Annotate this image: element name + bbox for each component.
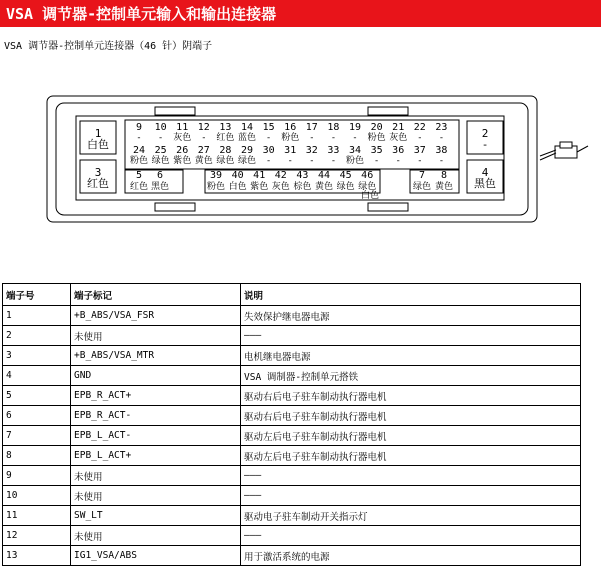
pin-wire-color: 绿色 [358,182,377,192]
pin-number: 35 [370,145,383,156]
description-cell: 驱动左后电子驻车制动执行器电机 [241,446,581,466]
pin-wire-color: 白色 [87,138,109,151]
pin-number: 4 [481,166,489,179]
pin-wire-color: 红色 [87,177,109,190]
pin-mark-cell: EPB_L_ACT- [71,426,241,446]
description-cell: 驱动右后电子驻车制动执行器电机 [241,406,581,426]
description-cell: 驱动右后电子驻车制动执行器电机 [241,386,581,406]
pin-wire-color: 紫色 [173,156,192,166]
pin-number-cell: 9 [3,466,71,486]
pin-mark-cell: EPB_R_ACT- [71,406,241,426]
pin-wire-color: 绿色 [336,182,355,192]
table-row [3,426,581,446]
pin-number-cell: 7 [3,426,71,446]
pin-number: 10 [154,122,167,133]
pin-wire-color: 绿色 [412,182,432,192]
pin-number: 11 [176,122,189,133]
pin-wire-color: - [330,156,337,166]
pin-number-cell: 10 [3,486,71,506]
pin-number-cell: 12 [3,526,71,546]
pin-wire-color: 黄色 [314,182,334,192]
pin-number: 45 [339,170,352,181]
pin-wire-color: - [438,156,445,166]
pin-number: 3 [94,166,102,179]
pin-number: 36 [392,145,405,156]
pin-number: 41 [253,170,266,181]
pin-wire-color: 绿色 [237,156,257,166]
table-row [3,306,581,326]
pin-mark-cell: 未使用 [71,486,241,506]
pin-number: 1 [94,127,102,140]
table-row [3,326,581,346]
pin-number: 18 [327,122,340,133]
pin-wire-color: 绿色 [151,156,170,166]
table-header-row [3,284,581,306]
table-row [3,486,581,506]
plug-icon [540,142,588,160]
pin-wire-color: - [309,156,315,166]
description-cell: ——— [241,466,581,486]
pin-wire-color: 红色 [216,133,235,143]
table-row [3,526,581,546]
pin-wire-color: - [373,156,380,166]
pin-number: 19 [348,122,362,133]
pin-wire-color: 黑色 [150,182,170,192]
pin-wire-color: - [309,133,315,143]
pin-number-cell: 11 [3,506,71,526]
pin-wire-color: 棕色 [293,182,312,192]
pin-number: 5 [135,170,143,181]
pin-wire-color: - [330,133,337,143]
table-row [3,406,581,426]
table-row [3,506,581,526]
pin-number: 8 [440,170,448,181]
pin-number: 20 [370,122,383,133]
pin-mark-cell: 未使用 [71,526,241,546]
title-bar [0,0,601,27]
column-header: 端子号 [3,284,71,306]
pin-wire-color: - [136,133,142,143]
pin-wire-color: 灰色 [389,133,408,143]
pin-wire-color: 蓝色 [237,133,257,143]
table-row [3,466,581,486]
pin-wire-color: - [265,156,272,166]
pin-number-cell: 6 [3,406,71,426]
pin-number: 33 [327,145,340,156]
description-cell: VSA 调制器-控制单元搭铁 [241,366,581,386]
pin-number: 22 [413,122,426,133]
pin-wire-color: 白色 [228,182,247,192]
description-cell: 驱动左后电子驻车制动执行器电机 [241,426,581,446]
pin-number: 40 [231,170,244,181]
pin-wire-color: - [481,138,489,151]
pin-wire-color: - [352,133,358,143]
pin-number: 9 [135,122,143,133]
pin-number: 32 [305,145,318,156]
description-cell: ——— [241,526,581,546]
pin-wire-color: - [395,156,401,166]
table-row [3,386,581,406]
connector-drawing [0,90,601,230]
pin-wire-color-extra: 白色 [360,191,380,201]
pin-wire-color: 绿色 [216,156,235,166]
pin-wire-color: 黑色 [474,177,496,190]
pin-number: 44 [317,170,331,181]
pin-number: 6 [156,170,164,181]
description-cell: 失效保护继电器电源 [241,306,581,326]
pin-mark-cell: IG1_VSA/ABS [71,546,241,566]
table-row [3,366,581,386]
pin-wire-color: 粉色 [206,182,226,192]
pin-number: 17 [305,122,318,133]
pin-number-cell: 3 [3,346,71,366]
pin-number: 2 [481,127,489,140]
pin-number: 13 [219,122,232,133]
pin-number: 25 [154,145,167,156]
pin-wire-color: 黄色 [434,182,454,192]
pin-wire-color: 灰色 [271,182,290,192]
pin-wire-color: 粉色 [367,133,386,143]
pin-wire-color: 粉色 [281,133,300,143]
column-header: 说明 [241,284,581,306]
pin-number: 38 [435,145,448,156]
column-header: 端子标记 [71,284,241,306]
page-title: VSA 调节器-控制单元输入和输出连接器 [6,5,277,23]
pin-mark-cell: +B_ABS/VSA_MTR [71,346,241,366]
pin-number: 27 [197,145,210,156]
description-cell: 电机继电器电源 [241,346,581,366]
pin-number: 29 [240,145,254,156]
pin-wire-color: - [201,133,207,143]
pin-wire-color: - [265,133,272,143]
pin-number: 42 [274,170,287,181]
pin-number: 12 [197,122,210,133]
pin-number: 26 [176,145,189,156]
table-row [3,546,581,566]
pin-number: 16 [284,122,297,133]
pin-wire-color: - [438,133,445,143]
pin-number: 46 [361,170,374,181]
pin-number-cell: 1 [3,306,71,326]
pin-number: 28 [219,145,232,156]
pin-number: 31 [284,145,297,156]
pin-mark-cell: EPB_L_ACT+ [71,446,241,466]
pin-wire-color: 灰色 [173,133,192,143]
pin-wire-color: 红色 [129,182,149,192]
pin-number: 37 [413,145,426,156]
pin-mark-cell: 未使用 [71,466,241,486]
pin-number: 7 [418,170,426,181]
pin-mark-cell: EPB_R_ACT+ [71,386,241,406]
pin-number-cell: 13 [3,546,71,566]
pin-wire-color: - [417,133,423,143]
pin-wire-color: 粉色 [345,156,365,166]
pin-number: 24 [132,145,146,156]
pin-number-cell: 5 [3,386,71,406]
pin-wire-color: - [287,156,293,166]
pin-number: 43 [296,170,309,181]
table-row [3,446,581,466]
connector-diagram [0,90,601,230]
pin-number-cell: 8 [3,446,71,466]
pin-wire-color: 粉色 [129,156,149,166]
pin-wire-color: - [417,156,423,166]
pin-wire-color: - [157,133,164,143]
pin-number-cell: 2 [3,326,71,346]
description-cell: ——— [241,486,581,506]
pin-number: 15 [262,122,275,133]
pin-number: 30 [262,145,275,156]
pin-mark-cell: +B_ABS/VSA_FSR [71,306,241,326]
pin-number: 14 [240,122,254,133]
description-cell: 用于激活系统的电源 [241,546,581,566]
description-cell: ——— [241,326,581,346]
description-cell: 驱动电子驻车制动开关指示灯 [241,506,581,526]
pin-mark-cell: GND [71,366,241,386]
pin-number: 23 [435,122,448,133]
pin-mark-cell: SW_LT [71,506,241,526]
pin-number: 39 [209,170,223,181]
pin-mark-cell: 未使用 [71,326,241,346]
pin-number: 34 [348,145,362,156]
pin-number-cell: 4 [3,366,71,386]
pin-number: 21 [392,122,405,133]
page-subtitle: VSA 调节器-控制单元连接器（46 针）阴端子 [4,41,213,52]
pin-wire-color: 紫色 [250,182,269,192]
pin-wire-color: 黄色 [194,156,213,166]
pin-table [2,283,581,566]
table-row [3,346,581,366]
